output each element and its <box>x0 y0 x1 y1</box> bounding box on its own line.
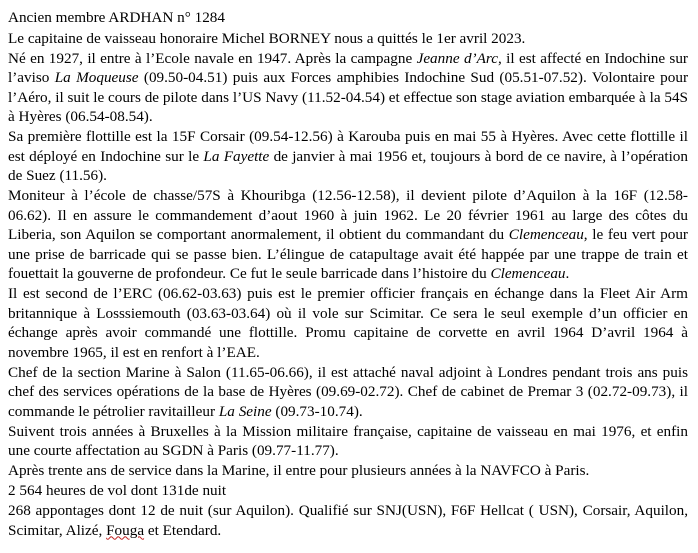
text-run: Sa première flottille est la 15F Corsair (09.54-12.56) à Karouba puis en mai 55 à Hyères. Avec cette flottille il est déployé en Indochine sur le <box>8 128 688 165</box>
text-run: et Etendard. <box>144 521 222 539</box>
paragraph-10 <box>8 501 688 540</box>
text-run: de janvier à mai 1956 et, toujours à bord de ce navire, à l’opération de Suez (11.56). <box>8 147 688 184</box>
paragraph-2 <box>8 49 688 127</box>
text-run: (09.50-04.51) puis aux Forces amphibies Indochine Sud (05.51-07.52). Volontaire pour l’Aéro, il suit le cours de pilote dans l’US Navy (11.52-04.54) et effectue son stage aviation embarquée à la 54S à Hyères (06.54-08.54). <box>8 69 689 125</box>
italic-run-la-moqueuse: La Moqueuse <box>54 69 139 86</box>
italic-run-la-fayette: La Fayette <box>203 147 270 165</box>
italic-run-jeanne-darc: Jeanne d’Arc <box>416 49 498 67</box>
spellcheck-run-fouga: Fouga <box>106 521 145 539</box>
text-run: . <box>565 265 570 282</box>
text-run: , le feu vert pour une prise de barricade qui se passe bien. L’élingue de catapultage avait été happée par une trappe de train et fouettait la gouverne de profondeur. Ce fut le seule barricade dans l’histoire du <box>8 226 688 282</box>
paragraph-1: Le capitaine de vaisseau honoraire Michel BORNEY nous a quittés le 1er avril 2023. <box>8 29 526 47</box>
paragraph-7: Suivent trois années à Bruxelles à la Mission militaire française, capitaine de vaisseau en mai 1976, et enfin une courte affectation au SGDN à Paris (09.77-11.77). <box>8 422 688 459</box>
paragraph-9: 2 564 heures de vol dont 131de nuit <box>8 482 227 499</box>
italic-run-clemenceau-1: Clemenceau <box>508 226 584 243</box>
paragraph-5: Il est second de l’ERC (06.62-03.63) puis est le premier officier français en échange dans la Fleet Air Arm britannique à Losssiemouth (03.63-03.64) où il vole sur Scimitar. Ce sera le seul exemple d’un officier en échange après avoir commandé une flottille. Promu capitaine de corvette en avril 1964 D’avril 1964 à novembre 1965, il est en renfort à l’EAE. <box>8 285 688 361</box>
italic-run-clemenceau-2: Clemenceau <box>490 265 566 282</box>
paragraph-8: Après trente ans de service dans la Marine, il entre pour plusieurs années à la NAVFCO à Paris. <box>8 462 590 479</box>
paragraph-3 <box>8 127 688 186</box>
text-run: Né en 1927, il entre à l’Ecole navale en 1947. Après la campagne <box>8 49 417 67</box>
text-run: , il est affecté en Indochine sur l’aviso <box>8 49 688 86</box>
text-run: (09.73-10.74). <box>271 402 363 420</box>
text-run: Chef de la section Marine à Salon (11.65-06.66), il est attaché naval adjoint à Londres pendant trois ans puis chef des services opérations de la base de Hyères (09.69-02.72). Chef de cabinet de Premar 3 (02.72-09.73), il commande le pétrolier ravitailleur <box>8 363 688 420</box>
paragraph-6 <box>8 363 688 422</box>
document-title: Ancien membre ARDHAN n° 1284 <box>8 9 225 26</box>
paragraph-4 <box>8 186 688 284</box>
text-run: 268 appontages dont 12 de nuit (sur Aquilon). Qualifié sur SNJ(USN), F6F Hellcat ( USN), Corsair, Aquilon, Scimitar, Alizé, <box>8 502 688 539</box>
italic-run-la-seine: La Seine <box>218 402 272 420</box>
text-run: Moniteur à l’école de chasse/57S à Khouribga (12.56-12.58), il devient pilote d’Aquilon à la 16F (12.58-06.62). Il en assure le commandement d’aout 1960 à juin 1962. Le 20 février 1961 au large des côtes du Liberia, son Aquilon se comportant anormalement, il obtient du commandant du <box>8 187 688 243</box>
